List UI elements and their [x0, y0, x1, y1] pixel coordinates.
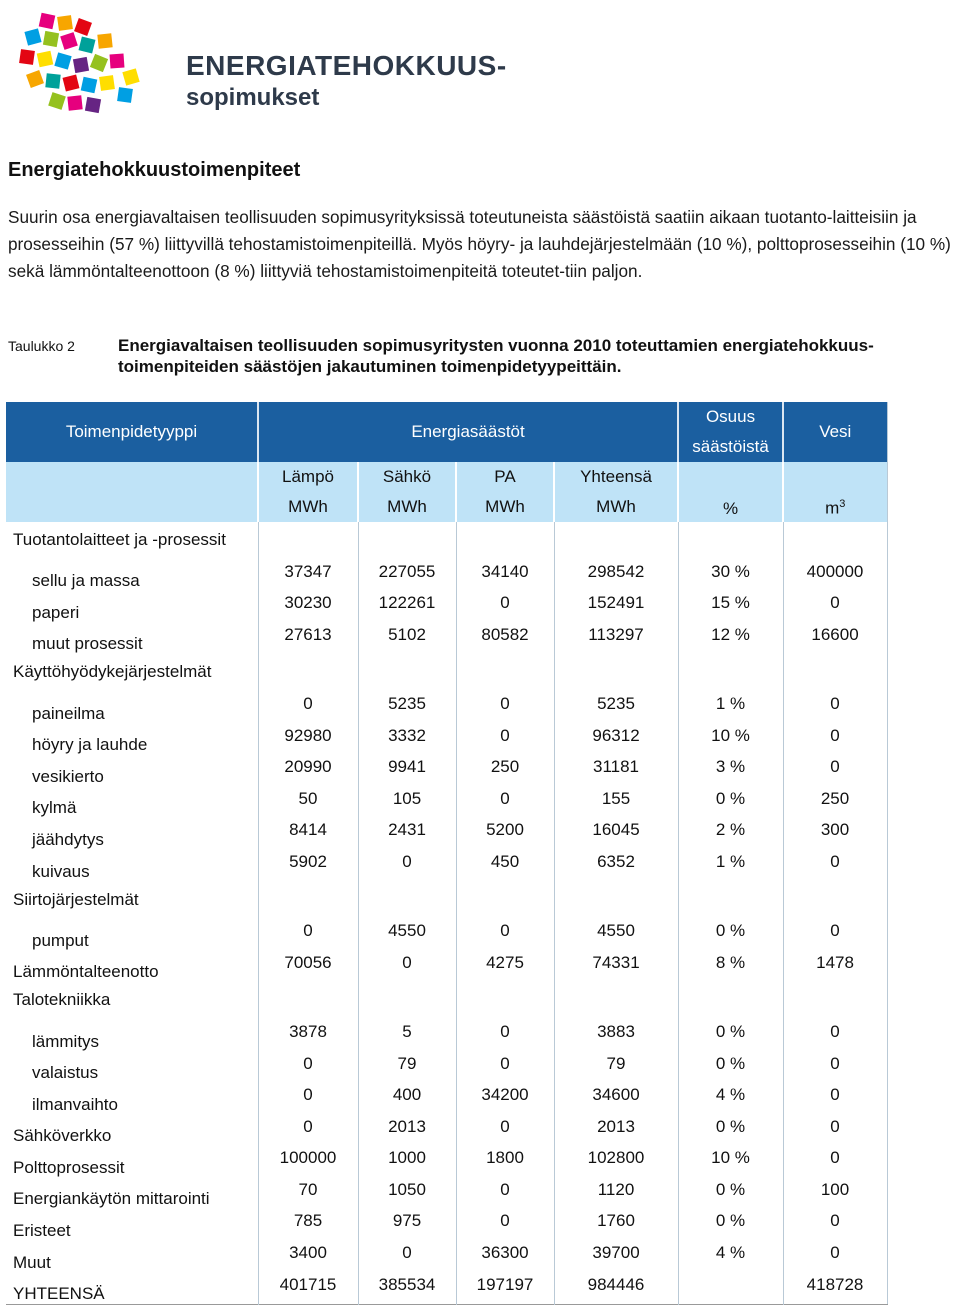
- cell-water: 0: [830, 851, 840, 871]
- cell-total: 79: [554, 1052, 678, 1084]
- unit-m-sup: 3: [839, 498, 846, 511]
- cell-heat: 20990: [258, 755, 358, 787]
- cell-elec: 4550: [358, 919, 456, 951]
- cell-heat: 785: [258, 1209, 358, 1241]
- header-water: Vesi: [783, 402, 887, 462]
- table-row: [6, 724, 887, 756]
- cell-heat: 70: [258, 1178, 358, 1210]
- cell-pa: 1800: [456, 1146, 554, 1178]
- table-row: [6, 787, 887, 819]
- row-label: kylmä: [6, 787, 258, 819]
- row-label: lämmitys: [6, 1020, 258, 1052]
- cell-share: [678, 882, 783, 920]
- cell-heat: 70056: [258, 951, 358, 983]
- subheader-elec-label: Sähkö: [382, 467, 432, 486]
- cell-heat: [258, 882, 358, 920]
- cell-heat: [258, 654, 358, 692]
- cell-water: 300: [820, 820, 850, 840]
- cell-elec: 3332: [358, 724, 456, 756]
- cell-elec: 1000: [358, 1146, 456, 1178]
- subheader-pa-unit: MWh: [485, 497, 525, 516]
- table-row: [6, 1241, 887, 1273]
- savings-table: [6, 402, 888, 1305]
- row-label: Eristeet: [6, 1209, 258, 1241]
- subheader-total-unit: MWh: [596, 497, 636, 516]
- table-row: [6, 692, 887, 724]
- cell-total: [554, 654, 678, 692]
- cell-water: 0: [830, 1085, 840, 1105]
- cell-water: 0: [830, 1053, 840, 1073]
- cell-water: [783, 982, 887, 1020]
- cell-share: 10 %: [678, 1146, 783, 1178]
- cell-elec: [358, 522, 456, 560]
- cell-pa: 0: [456, 787, 554, 819]
- cell-share: 4 %: [678, 1241, 783, 1273]
- cell-water: 0: [830, 1243, 840, 1263]
- cell-water: 418728: [806, 1274, 864, 1294]
- cell-heat: 5902: [258, 850, 358, 882]
- row-label: Muut: [6, 1241, 258, 1273]
- subheader-total-label: Yhteensä: [580, 467, 652, 486]
- cell-heat: 401715: [258, 1273, 358, 1305]
- cell-elec: [358, 654, 456, 692]
- row-label: paineilma: [6, 692, 258, 724]
- cell-share: 3 %: [678, 755, 783, 787]
- row-label: Lämmöntalteenotto: [6, 951, 258, 983]
- cell-heat: 8414: [258, 818, 358, 850]
- table-row: [6, 818, 887, 850]
- cell-water: 16600: [811, 624, 859, 644]
- cell-total: 74331: [554, 951, 678, 983]
- cell-total: [554, 522, 678, 560]
- cell-share: 0 %: [678, 1052, 783, 1084]
- cell-pa: 450: [456, 850, 554, 882]
- row-label: Käyttöhyödykejärjestelmät: [6, 654, 258, 692]
- row-label: YHTEENSÄ: [6, 1273, 258, 1305]
- cell-heat: 0: [258, 1083, 358, 1115]
- cell-total: 2013: [554, 1115, 678, 1147]
- cell-share: 0 %: [678, 1178, 783, 1210]
- cell-elec: 105: [358, 787, 456, 819]
- cell-total: 984446: [554, 1273, 678, 1305]
- subheader-heat: [258, 462, 358, 522]
- cell-elec: 1050: [358, 1178, 456, 1210]
- cell-heat: 3878: [258, 1020, 358, 1052]
- cell-pa: [456, 882, 554, 920]
- row-label: pumput: [6, 919, 258, 951]
- cell-total: 34600: [554, 1083, 678, 1115]
- table-row: [6, 850, 887, 882]
- logo-subtext: sopimukset: [186, 84, 320, 111]
- cell-water: 0: [830, 1021, 840, 1041]
- cell-elec: 5235: [358, 692, 456, 724]
- cell-water: 400000: [806, 561, 864, 581]
- cell-heat: 0: [258, 1052, 358, 1084]
- row-label: Siirtojärjestelmät: [6, 882, 258, 920]
- cell-elec: 2431: [358, 818, 456, 850]
- cell-pa: [456, 654, 554, 692]
- table-row: [6, 1052, 887, 1084]
- row-label: valaistus: [6, 1052, 258, 1084]
- cell-pa: 5200: [456, 818, 554, 850]
- cell-total: 5235: [554, 692, 678, 724]
- cell-pa: 0: [456, 591, 554, 623]
- cell-share: 4 %: [678, 1083, 783, 1115]
- row-label: ilmanvaihto: [6, 1083, 258, 1115]
- cell-elec: 2013: [358, 1115, 456, 1147]
- cell-water: 100: [820, 1179, 850, 1199]
- cell-share: 1 %: [678, 850, 783, 882]
- table-row: [6, 1146, 887, 1178]
- row-label: Polttoprosessit: [6, 1146, 258, 1178]
- table-header-row: [6, 402, 887, 462]
- table-row: [6, 1115, 887, 1147]
- header-energy: Energiasäästöt: [258, 402, 678, 462]
- cell-total: 3883: [554, 1020, 678, 1052]
- row-label: jäähdytys: [6, 818, 258, 850]
- row-label: vesikierto: [6, 755, 258, 787]
- cell-total: [554, 982, 678, 1020]
- cell-share: [678, 654, 783, 692]
- header-type: Toimenpidetyyppi: [6, 402, 258, 462]
- table-group-row: [6, 654, 887, 692]
- cell-water: 250: [820, 788, 850, 808]
- cell-elec: 122261: [358, 591, 456, 623]
- cell-total: 39700: [554, 1241, 678, 1273]
- cell-water: 0: [830, 725, 840, 745]
- table-row: [6, 560, 887, 592]
- cell-heat: 50: [258, 787, 358, 819]
- cell-water: [783, 522, 887, 560]
- table-row: [6, 1020, 887, 1052]
- intro-paragraph: Suurin osa energiavaltaisen teollisuuden sopimusyrityksissä toteutuneista säästöistä saatiin aikaan tuotanto-laitteisiin ja prosesseihin (57 %) liittyvillä tehostamistoimenpiteillä. Myös höyry- ja lauhdejärjestelmään (10 %), polttoprosesseihin (10 %) sekä lämmöntalteenottoon (8 %) liittyviä tehostamistoimenpiteitä toteutet-tiin paljon.: [8, 207, 951, 281]
- cell-share: 0 %: [678, 1115, 783, 1147]
- cell-total: 152491: [554, 591, 678, 623]
- cell-heat: 30230: [258, 591, 358, 623]
- cell-elec: 0: [358, 1241, 456, 1273]
- row-label: muut prosessit: [6, 623, 258, 655]
- cell-water: [783, 654, 887, 692]
- cell-elec: 5: [358, 1020, 456, 1052]
- cell-share: [678, 982, 783, 1020]
- table-row: [6, 1273, 887, 1305]
- table-group-row: [6, 982, 887, 1020]
- cell-elec: 5102: [358, 623, 456, 655]
- cell-total: [554, 882, 678, 920]
- row-label: Energiankäytön mittarointi: [6, 1178, 258, 1210]
- cell-pa: 0: [456, 1115, 554, 1147]
- cell-share: 0 %: [678, 1209, 783, 1241]
- cell-elec: [358, 982, 456, 1020]
- cell-pa: 4275: [456, 951, 554, 983]
- cell-heat: 0: [258, 692, 358, 724]
- cell-heat: 100000: [258, 1146, 358, 1178]
- table-group-row: [6, 522, 887, 560]
- logo-mark-icon: [14, 10, 174, 122]
- cell-elec: 400: [358, 1083, 456, 1115]
- cell-share: 0 %: [678, 787, 783, 819]
- subheader-pa-label: PA: [494, 467, 516, 486]
- page-title: Energiatehokkuustoimenpiteet: [8, 159, 301, 181]
- table-caption-label: Taulukko 2: [8, 338, 75, 354]
- row-label: kuivaus: [6, 850, 258, 882]
- table-row: [6, 951, 887, 983]
- cell-elec: 0: [358, 951, 456, 983]
- cell-total: 31181: [554, 755, 678, 787]
- cell-heat: [258, 982, 358, 1020]
- cell-pa: 0: [456, 1178, 554, 1210]
- row-label: Talotekniikka: [6, 982, 258, 1020]
- subheader-heat-unit: MWh: [288, 497, 328, 516]
- cell-pa: 36300: [456, 1241, 554, 1273]
- header-share-line1: Osuus: [705, 407, 756, 426]
- cell-heat: 0: [258, 1115, 358, 1147]
- table-body: [6, 522, 887, 1305]
- logo: [14, 10, 507, 122]
- table-subheader-row: [6, 462, 887, 522]
- table-row: [6, 1178, 887, 1210]
- cell-share: 0 %: [678, 919, 783, 951]
- cell-pa: 34140: [456, 560, 554, 592]
- row-label: sellu ja massa: [6, 560, 258, 592]
- cell-pa: 0: [456, 692, 554, 724]
- cell-elec: 227055: [358, 560, 456, 592]
- cell-pa: 0: [456, 724, 554, 756]
- cell-pa: 197197: [456, 1273, 554, 1305]
- cell-pa: 0: [456, 1209, 554, 1241]
- cell-share: 8 %: [678, 951, 783, 983]
- subheader-elec-unit: MWh: [387, 497, 427, 516]
- cell-water: 0: [830, 693, 840, 713]
- row-label: höyry ja lauhde: [6, 724, 258, 756]
- cell-share: 2 %: [678, 818, 783, 850]
- cell-water: 1478: [816, 952, 854, 972]
- row-label: Tuotantolaitteet ja -prosessit: [6, 522, 258, 560]
- row-label: Sähköverkko: [6, 1115, 258, 1147]
- table-row: [6, 1209, 887, 1241]
- subheader-water-unit: [784, 465, 887, 519]
- subheader-total: [554, 462, 678, 522]
- subheader-pa: [456, 462, 554, 522]
- table-group-row: [6, 882, 887, 920]
- cell-elec: 385534: [358, 1273, 456, 1305]
- cell-heat: 37347: [258, 560, 358, 592]
- cell-share: [678, 1273, 783, 1305]
- cell-total: 1120: [554, 1178, 678, 1210]
- subheader-elec: [358, 462, 456, 522]
- cell-total: 113297: [554, 623, 678, 655]
- cell-total: 16045: [554, 818, 678, 850]
- table-row: [6, 591, 887, 623]
- cell-water: [783, 882, 887, 920]
- cell-heat: 0: [258, 919, 358, 951]
- cell-elec: [358, 882, 456, 920]
- header-share-line2: säästöistä: [692, 437, 769, 456]
- unit-m: m: [825, 498, 840, 518]
- cell-heat: 27613: [258, 623, 358, 655]
- cell-pa: [456, 522, 554, 560]
- cell-elec: 0: [358, 850, 456, 882]
- cell-share: 12 %: [678, 623, 783, 655]
- cell-pa: 0: [456, 919, 554, 951]
- table-row: [6, 919, 887, 951]
- cell-share: 15 %: [678, 591, 783, 623]
- cell-heat: 3400: [258, 1241, 358, 1273]
- cell-share: 10 %: [678, 724, 783, 756]
- cell-pa: 250: [456, 755, 554, 787]
- cell-pa: 80582: [456, 623, 554, 655]
- cell-heat: 92980: [258, 724, 358, 756]
- logo-text: ENERGIATEHOKKUUS-: [186, 50, 507, 81]
- cell-water: 0: [830, 593, 840, 613]
- cell-total: 155: [554, 787, 678, 819]
- cell-total: 102800: [554, 1146, 678, 1178]
- cell-share: 1 %: [678, 692, 783, 724]
- subheader-share: [678, 462, 783, 522]
- header-share: [678, 402, 783, 462]
- cell-total: 4550: [554, 919, 678, 951]
- cell-water: 0: [830, 1116, 840, 1136]
- cell-elec: 975: [358, 1209, 456, 1241]
- subheader-empty: [6, 462, 258, 522]
- subheader-share-unit: %: [722, 498, 739, 518]
- cell-total: 6352: [554, 850, 678, 882]
- cell-total: 298542: [554, 560, 678, 592]
- row-label: paperi: [6, 591, 258, 623]
- cell-pa: [456, 982, 554, 1020]
- cell-water: 0: [830, 921, 840, 941]
- cell-water: 0: [830, 1211, 840, 1231]
- cell-total: 96312: [554, 724, 678, 756]
- subheader-water: [783, 462, 887, 522]
- cell-heat: [258, 522, 358, 560]
- cell-pa: 0: [456, 1020, 554, 1052]
- cell-water: 0: [830, 1148, 840, 1168]
- cell-elec: 9941: [358, 755, 456, 787]
- cell-total: 1760: [554, 1209, 678, 1241]
- cell-water: 0: [830, 757, 840, 777]
- table-row: [6, 623, 887, 655]
- cell-elec: 79: [358, 1052, 456, 1084]
- table-caption-text: Energiavaltaisen teollisuuden sopimusyritysten vuonna 2010 toteuttamien energiatehokkuus-toimenpiteiden säästöjen jakautuminen toimenpidetyypeittäin.: [118, 336, 874, 376]
- cell-pa: 34200: [456, 1083, 554, 1115]
- subheader-heat-label: Lämpö: [282, 467, 334, 486]
- cell-share: 30 %: [678, 560, 783, 592]
- table-row: [6, 1083, 887, 1115]
- cell-pa: 0: [456, 1052, 554, 1084]
- cell-share: 0 %: [678, 1020, 783, 1052]
- table-row: [6, 755, 887, 787]
- cell-share: [678, 522, 783, 560]
